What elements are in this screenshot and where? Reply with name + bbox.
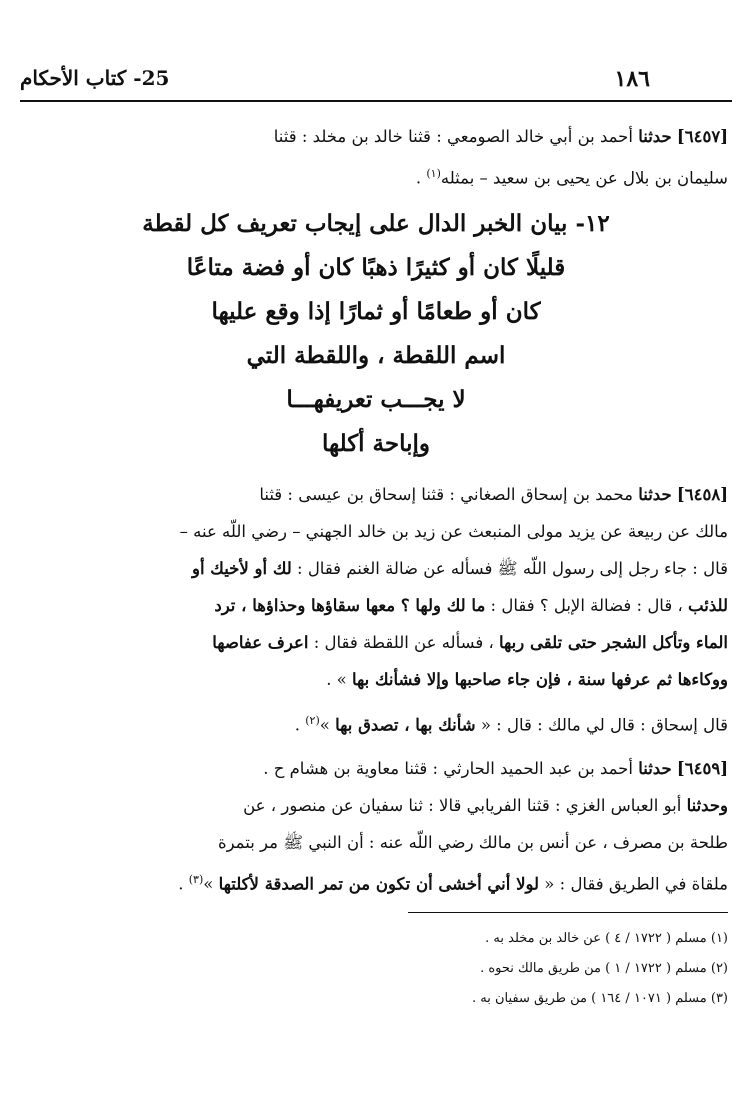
hadith-6457-line-1: [24, 118, 728, 155]
narration-opening: حدثنا: [638, 485, 672, 504]
footnote-3: (٣) مسلم ( ١٠٧١ / ١٦٤ ) من طريق سفيان به .: [472, 991, 728, 1006]
hadith-6457-line-2: [24, 155, 728, 197]
hadith-6459: [24, 750, 728, 903]
heading-line-6: وإباحة أكلها: [321, 430, 431, 457]
footnote-2: (٢) مسلم ( ١٧٢٢ / ١ ) من طريق مالك نحوه .: [480, 961, 728, 976]
punctuation: »: [203, 874, 214, 894]
punctuation: .: [178, 874, 189, 894]
page-header: [20, 58, 732, 98]
punctuation: » .: [326, 670, 347, 689]
isnad-text: أحمد بن عبد الحميد الحارثي : قثنا معاوية بن هشام ح .: [263, 759, 633, 778]
narration-opening: حدثنا: [638, 127, 672, 146]
ishaq-statement: [24, 702, 728, 744]
hadith-number: [٦٤٥٩]: [676, 759, 728, 778]
hadith-6458-line-1: [24, 476, 728, 513]
prophetic-text: الماء وتأكل الشجر حتى تلقى ربها: [499, 633, 728, 652]
heading-line-5: لا يجـــب تعريفهـــا: [286, 386, 466, 413]
narrative-text: قال إسحاق : قال لي مالك : قال : «: [480, 715, 728, 735]
punctuation: .: [294, 715, 306, 735]
heading-line-3: كان أو طعامًا أو ثمارًا إذا وقع عليها: [211, 298, 541, 325]
narration-opening: وحدثنا: [686, 796, 728, 815]
section-heading: [60, 202, 692, 466]
footnote-ref-1[interactable]: (١): [426, 167, 441, 180]
hadith-6458-line-4: [24, 587, 728, 624]
chapter-title: 25- كتاب الأحكام: [20, 66, 170, 90]
ishaq-line: [24, 702, 728, 744]
page-number: ١٨٦: [614, 66, 650, 92]
hadith-6458-line-3: [24, 550, 728, 587]
footnote-ref-2[interactable]: (٢): [305, 714, 320, 727]
punctuation: »: [319, 715, 330, 735]
hadith-6459-line-1: [24, 750, 728, 787]
heading-line-2: قليلًا كان أو كثيرًا ذهبًا كان أو فضة متاعًا: [186, 254, 566, 281]
narrative-text: ، قال : فضالة الإبل ؟ فقال :: [490, 596, 683, 615]
prophetic-text: ووكاءها ثم عرفها سنة ، فإن جاء صاحبها وإلا فشأنك بها: [352, 670, 728, 689]
hadith-6459-line-4: [24, 861, 728, 903]
narrative-text: ، فسأله عن اللقطة فقال :: [313, 633, 494, 652]
prophetic-text: اعرف عفاصها: [212, 633, 309, 652]
hadith-6458-line-5: [24, 624, 728, 661]
footnote-ref-3[interactable]: (٣): [188, 873, 204, 886]
hadith-number: [٦٤٥٨]: [676, 485, 728, 504]
narrative-text: ملقاة في الطريق فقال : «: [544, 874, 728, 894]
footnote-1: (١) مسلم ( ١٧٢٢ / ٤ ) عن خالد بن مخلد به .: [485, 931, 728, 946]
prophetic-text: للذئب: [688, 596, 728, 615]
hadith-6458-line-6: [24, 661, 728, 698]
hadith-6459-line-3: طلحة بن مصرف ، عن أنس بن مالك رضي اللّه عنه : أن النبي ﷺ مر بتمرة: [217, 833, 728, 852]
hadith-number: [٦٤٥٧]: [676, 127, 728, 146]
isnad-text: محمد بن إسحاق الصغاني : قثنا إسحاق بن عيسى : قثنا: [259, 485, 633, 504]
isnad-text: أبو العباس الغزي : قثنا الفريابي قالا : ثنا سفيان عن منصور ، عن: [243, 796, 682, 815]
footnotes: [200, 924, 728, 1014]
heading-line-1: ١٢- بيان الخبر الدال على إيجاب تعريف كل لقطة: [142, 210, 610, 237]
footnote-divider: [408, 912, 728, 913]
isnad-text: أحمد بن أبي خالد الصومعي : قثنا خالد بن مخلد : قثنا: [273, 127, 633, 146]
prophetic-text: ما لك ولها ؟ معها سقاؤها وحذاؤها ، ترد: [214, 596, 486, 615]
hadith-6459-line-2: [24, 787, 728, 824]
header-divider: [20, 100, 732, 102]
hadith-6458-line-2: مالك عن ربيعة عن يزيد مولى المنبعث عن زيد بن خالد الجهني – رضي اللّه عنه –: [179, 522, 728, 541]
prophetic-text: لولا أني أخشى أن تكون من تمر الصدقة لأكلتها: [218, 874, 540, 894]
prophetic-text: لك أو لأخيك أو: [192, 559, 292, 578]
heading-line-4: اسم اللقطة ، واللقطة التي: [246, 342, 506, 369]
prophetic-text: شأنك بها ، تصدق بها: [335, 715, 476, 735]
narration-opening: حدثنا: [638, 759, 672, 778]
hadith-6458: [24, 476, 728, 698]
hadith-6457: [24, 118, 728, 197]
narrative-text: قال : جاء رجل إلى رسول اللّه ﷺ فسأله عن ضالة الغنم فقال :: [297, 559, 728, 578]
punctuation: .: [415, 168, 427, 188]
isnad-text: سليمان بن بلال عن يحيى بن سعيد – بمثله: [440, 168, 728, 188]
